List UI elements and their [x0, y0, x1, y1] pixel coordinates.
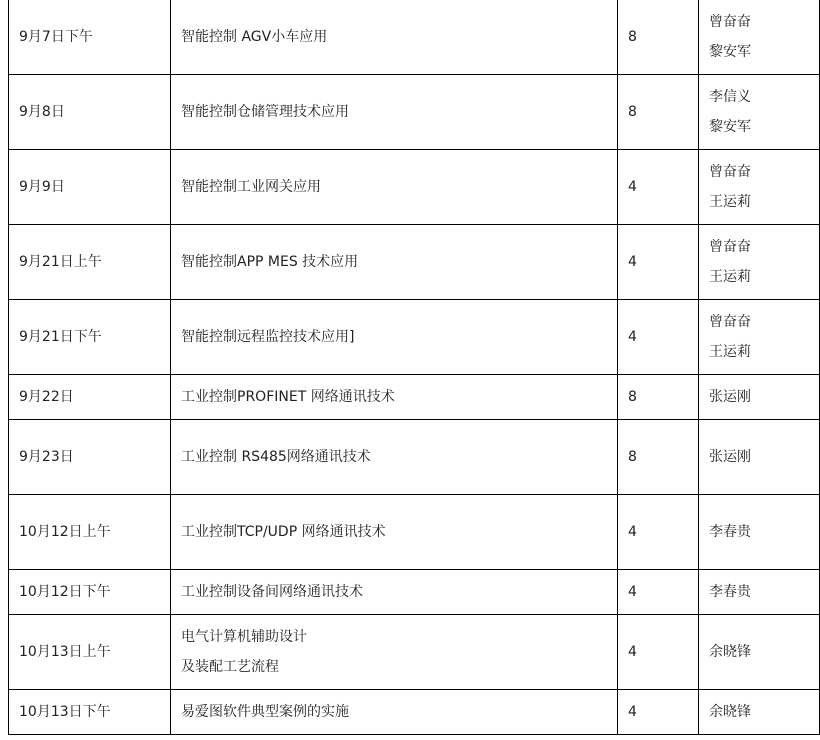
teacher-name: 黎安军	[709, 43, 751, 60]
hours-cell: 4	[618, 690, 699, 735]
course-cell	[171, 570, 618, 615]
course-cell	[171, 150, 618, 225]
hours-cell: 4	[618, 150, 699, 225]
teacher-cell	[699, 150, 820, 225]
course-line: 工业控制 RS485网络通讯技术	[181, 449, 371, 465]
course-cell	[171, 75, 618, 150]
table-row	[9, 0, 820, 75]
teacher-name: 李春贵	[709, 524, 751, 540]
course-line: 工业控制PROFINET 网络通讯技术	[181, 389, 395, 405]
table-row	[9, 300, 820, 375]
date-cell: 10月13日上午	[9, 615, 171, 690]
course-line: 智能控制远程监控技术应用]	[181, 329, 355, 345]
course-line: 智能控制APP MES 技术应用	[181, 254, 359, 270]
course-line: 工业控制设备间网络通讯技术	[181, 584, 363, 600]
table-row	[9, 495, 820, 570]
hours-cell: 4	[618, 495, 699, 570]
date-cell: 9月21日上午	[9, 225, 171, 300]
date-cell: 10月12日上午	[9, 495, 171, 570]
teacher-cell	[699, 690, 820, 735]
table-row	[9, 420, 820, 495]
teacher-name: 李春贵	[709, 584, 751, 600]
course-line: 工业控制TCP/UDP 网络通讯技术	[181, 524, 386, 540]
course-cell	[171, 420, 618, 495]
teacher-cell	[699, 420, 820, 495]
teacher-name: 曾奋奋	[709, 164, 751, 180]
table-row	[9, 150, 820, 225]
course-cell	[171, 300, 618, 375]
teacher-cell	[699, 0, 820, 75]
teacher-cell	[699, 300, 820, 375]
teacher-cell	[699, 570, 820, 615]
teacher-cell	[699, 615, 820, 690]
date-cell: 9月7日下午	[9, 0, 171, 75]
course-line: 易爱图软件典型案例的实施	[181, 704, 349, 720]
teacher-name: 李信义	[709, 89, 751, 105]
hours-cell: 8	[618, 75, 699, 150]
teacher-name: 张运刚	[709, 449, 751, 465]
teacher-name: 余晓锋	[709, 704, 751, 720]
course-line: 及装配工艺流程	[181, 659, 279, 675]
teacher-cell	[699, 225, 820, 300]
course-line: 智能控制 AGV小车应用	[181, 28, 328, 45]
course-line: 电气计算机辅助设计	[181, 629, 307, 645]
teacher-name: 王运莉	[709, 344, 751, 360]
hours-cell: 8	[618, 375, 699, 420]
table-row	[9, 690, 820, 735]
teacher-name: 黎安军	[709, 119, 751, 135]
teacher-name: 曾奋奋	[709, 239, 751, 255]
course-cell	[171, 0, 618, 75]
course-cell	[171, 615, 618, 690]
teacher-cell	[699, 375, 820, 420]
course-cell	[171, 495, 618, 570]
table-row	[9, 375, 820, 420]
teacher-cell	[699, 495, 820, 570]
hours-cell: 4	[618, 570, 699, 615]
course-line: 智能控制工业网关应用	[181, 179, 321, 195]
date-cell: 9月21日下午	[9, 300, 171, 375]
teacher-name: 王运莉	[709, 194, 751, 210]
date-cell: 9月9日	[9, 150, 171, 225]
date-cell: 10月12日下午	[9, 570, 171, 615]
date-cell: 9月8日	[9, 75, 171, 150]
hours-cell: 4	[618, 225, 699, 300]
teacher-name: 曾奋奋	[709, 13, 751, 30]
table-row	[9, 615, 820, 690]
course-cell	[171, 225, 618, 300]
course-line: 智能控制仓储管理技术应用	[181, 104, 349, 120]
date-cell: 9月23日	[9, 420, 171, 495]
hours-cell: 4	[618, 615, 699, 690]
course-cell	[171, 690, 618, 735]
teacher-name: 张运刚	[709, 389, 751, 405]
date-cell: 10月13日下午	[9, 690, 171, 735]
table-row	[9, 225, 820, 300]
date-cell: 9月22日	[9, 375, 171, 420]
hours-cell: 8	[618, 420, 699, 495]
course-cell	[171, 375, 618, 420]
schedule-table	[8, 0, 820, 735]
teacher-name: 余晓锋	[709, 644, 751, 660]
teacher-name: 曾奋奋	[709, 314, 751, 330]
teacher-cell	[699, 75, 820, 150]
table-row	[9, 75, 820, 150]
table-row	[9, 570, 820, 615]
hours-cell: 4	[618, 300, 699, 375]
teacher-name: 王运莉	[709, 269, 751, 285]
hours-cell: 8	[618, 0, 699, 75]
